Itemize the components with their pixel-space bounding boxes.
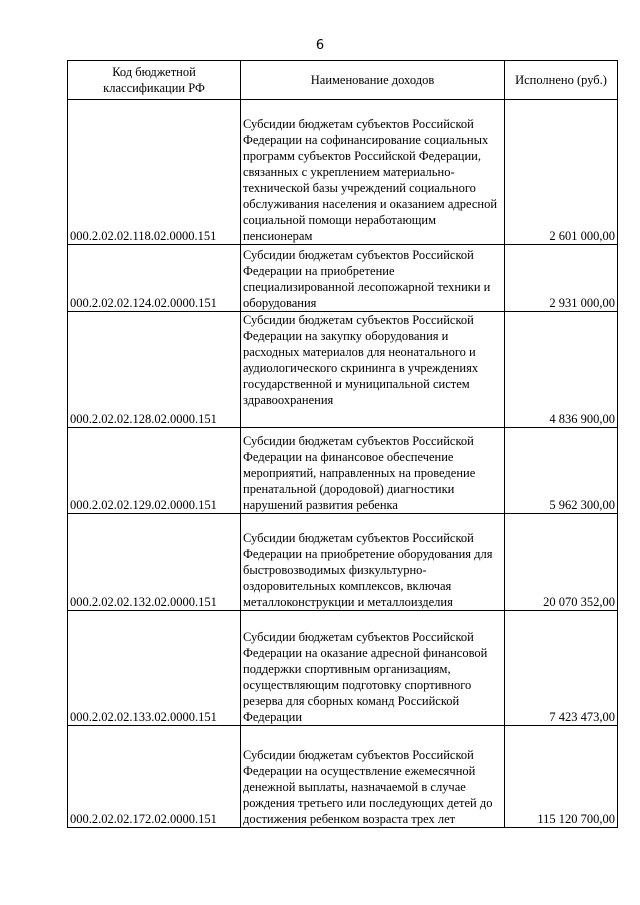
amount-cell: 2 931 000,00 <box>505 245 618 312</box>
amount-cell: 115 120 700,00 <box>505 726 618 828</box>
budget-code-cell: 000.2.02.02.132.02.0000.151 <box>68 514 241 611</box>
table-row <box>68 312 618 428</box>
amount-cell: 20 070 352,00 <box>505 514 618 611</box>
revenue-name-cell: Субсидии бюджетам субъектов Российской Федерации на закупку оборудования и расходных материалов для неонатального и аудиологического скрининга в учреждениях государственной и муниципальной систем здравоохранения <box>241 312 505 428</box>
amount-cell: 5 962 300,00 <box>505 428 618 514</box>
budget-code-cell: 000.2.02.02.129.02.0000.151 <box>68 428 241 514</box>
table-header-row <box>68 61 618 100</box>
amount-cell: 4 836 900,00 <box>505 312 618 428</box>
revenue-name-cell: Субсидии бюджетам субъектов Российской Федерации на осуществление ежемесячной денежной выплаты, назначаемой в случае рождения третьего или последующих детей до достижения ребенком возраста трех лет <box>241 726 505 828</box>
budget-code-cell: 000.2.02.02.128.02.0000.151 <box>68 312 241 428</box>
budget-code-cell: 000.2.02.02.172.02.0000.151 <box>68 726 241 828</box>
revenue-name-cell: Субсидии бюджетам субъектов Российской Федерации на приобретение оборудования для быстровозводимых физкультурно-оздоровительных комплексов, включая металлоконструкции и металлоизделия <box>241 514 505 611</box>
table-row <box>68 611 618 726</box>
amount-cell: 7 423 473,00 <box>505 611 618 726</box>
budget-code-cell: 000.2.02.02.133.02.0000.151 <box>68 611 241 726</box>
table-row <box>68 100 618 245</box>
table-row <box>68 514 618 611</box>
budget-code-cell: 000.2.02.02.118.02.0000.151 <box>68 100 241 245</box>
header-budget-code: Код бюджетной классификации РФ <box>68 61 241 100</box>
revenue-name-cell: Субсидии бюджетам субъектов Российской Федерации на финансовое обеспечение мероприятий, направленных на проведение пренатальной (дородовой) диагностики нарушений развития ребенка <box>241 428 505 514</box>
revenue-name-cell: Субсидии бюджетам субъектов Российской Федерации на оказание адресной финансовой поддержки спортивным организациям, осуществляющим подготовку спортивного резерва для сборных команд Российской Федерации <box>241 611 505 726</box>
revenue-name-cell: Субсидии бюджетам субъектов Российской Федерации на приобретение специализированной лесопожарной техники и оборудования <box>241 245 505 312</box>
page-number: 6 <box>315 38 325 53</box>
table-row <box>68 726 618 828</box>
header-executed: Исполнено (руб.) <box>505 61 618 100</box>
revenue-name-cell: Субсидии бюджетам субъектов Российской Федерации на софинансирование социальных программ субъектов Российской Федерации, связанных с укреплением материально-технической базы учреждений социального обслуживания населения и оказанием адресной социальной помощи неработающим пенсионерам <box>241 100 505 245</box>
budget-code-cell: 000.2.02.02.124.02.0000.151 <box>68 245 241 312</box>
revenue-table <box>67 60 618 828</box>
table-row <box>68 245 618 312</box>
amount-cell: 2 601 000,00 <box>505 100 618 245</box>
table-row <box>68 428 618 514</box>
header-revenue-name: Наименование доходов <box>241 61 505 100</box>
